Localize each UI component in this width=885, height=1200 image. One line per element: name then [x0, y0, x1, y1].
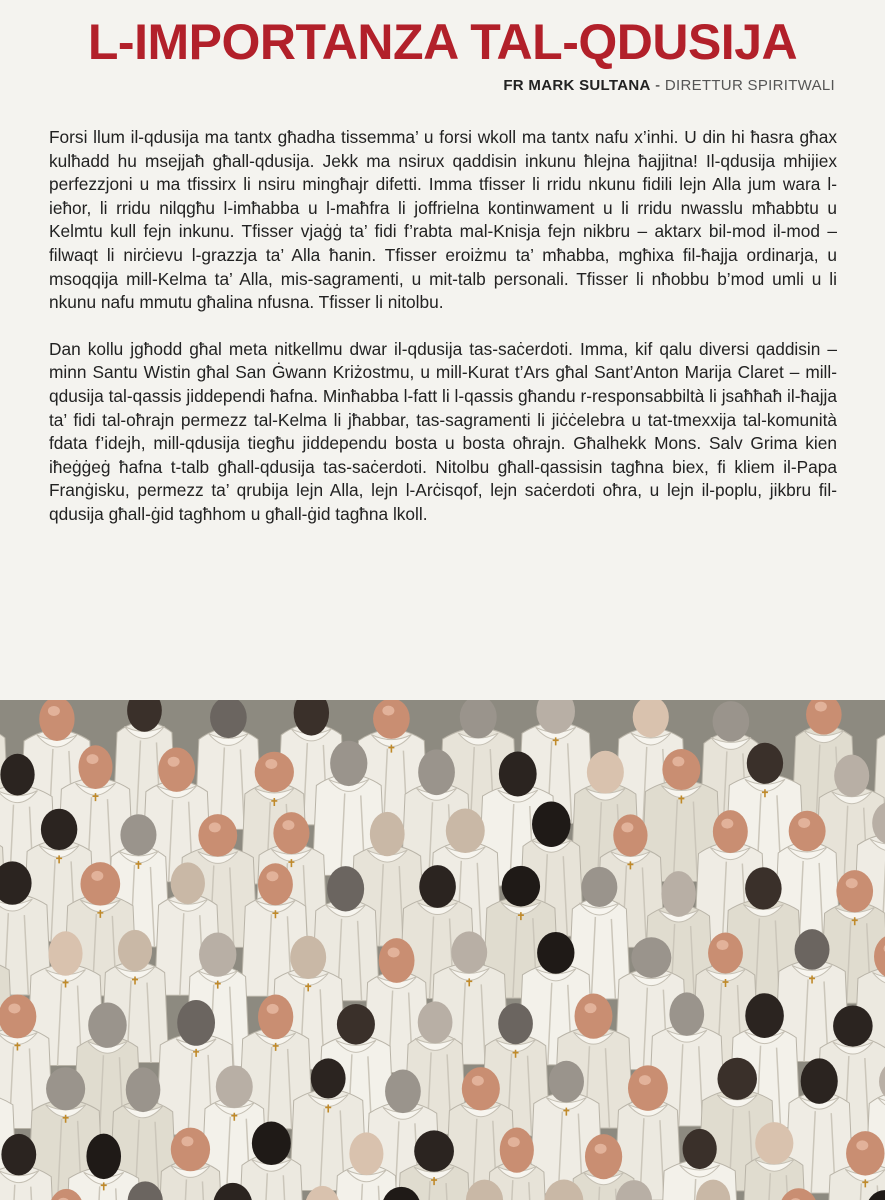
byline-separator: - [650, 77, 665, 94]
crowd-illustration [0, 700, 885, 1200]
priests-crowd-photo [0, 700, 885, 1200]
article-paragraph: Dan kollu jgħodd għal meta nitkellmu dwar il-qdusija tas-saċerdoti. Imma, kif qalu diversi qaddisin – minn Santu Wistin għal San Ġwann Kriżostmu, u mill-Kurat t’Ars għal Sant’Anton Marija Claret – mill-qdusija tal-qassis jiddependi ħafna. Minħabba l-fatt li l-qassis għandu r-responsabbiltà li jsaħħaħ il-ħajja ta’ fidi tal-oħrajn permezz tal-Kelma li jħabbar, tas-sagramenti li jiċċelebra u tat-tmexxija tal-komunità fdata f’idejh, mill-qdusija tiegħu jiddependu bosta u bosta oħrajn. Għalhekk Mons. Salv Grima kien iħeġġeġ ħafna t-talb għall-qdusija tas-saċerdoti. Nitolbu għall-qassisin tagħna biex, fi kliem il-Papa Franġisku, permezz ta’ qrubija lejn Alla, lejn l-Arċisqof, lejn saċerdoti oħra, u lejn il-poplu, jikbru fil-qdusija għall-ġid tagħhom u għall-ġid tagħna lkoll. [49, 338, 837, 524]
article-title: L-IMPORTANZA TAL-QDUSIJA [87, 14, 798, 70]
article-paragraph: Forsi llum il-qdusija ma tantx għadha tissemma’ u forsi wkoll ma tantx nafu x’inhi. U din hi ħasra għax kulħadd hu msejjaħ għall-qdusija. Jekk ma nsirux qaddisin inkunu ħlejna ħajjitna! Il-qdusija mhijiex perfezzjoni u ma tfissirx li nsiru mingħajr difetti. Imma tfisser li rridu nkunu fidili lejn Alla jum wara l-ieħor, li rridu nilqgħu l-imħabba u l-maħfra li joffrielna kontinwament u li rridu nwasslu mħabbtu u Kelmtu kull fejn inkunu. Tfisser vjaġġ ta’ fidi f’rabta mal-Knisja fejn nikbru – aktarx bil-mod il-mod – filwaqt li nirċievu l-grazzja ta’ Alla ħanin. Tfisser eroiżmu ta’ mħabba, mgħixa fil-ħajja ordinarja, u msoqqija mill-Kelma ta’ Alla, mis-sagramenti, u mit-talb personali. Tfisser li nħobbu b’mod umli u li nkunu nafu mmutu għalina nfusna. Tfisser li nitolbu. [49, 127, 837, 313]
byline [503, 77, 835, 94]
author-role: DIRETTUR SPIRITWALI [664, 77, 835, 94]
author-name: FR MARK SULTANA [503, 77, 651, 94]
article-body [49, 126, 837, 550]
